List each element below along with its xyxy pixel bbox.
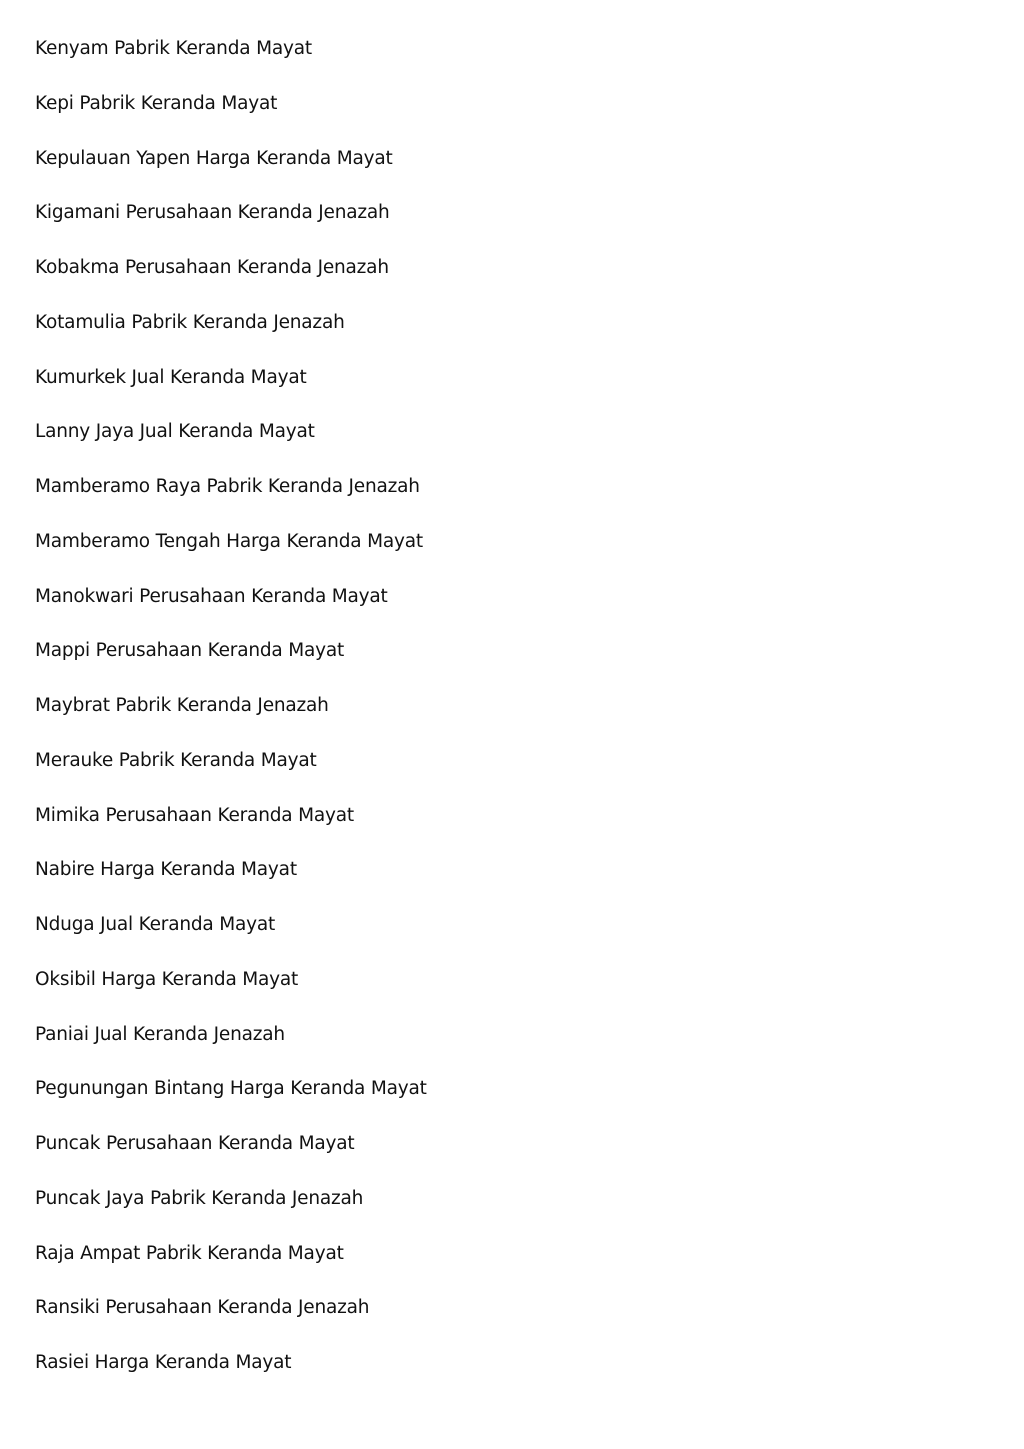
text-line: Rasiei Harga Keranda Mayat bbox=[35, 1352, 292, 1373]
text-line: Nduga Jual Keranda Mayat bbox=[35, 914, 276, 935]
text-line: Puncak Jaya Pabrik Keranda Jenazah bbox=[35, 1187, 364, 1209]
text-line: Mamberamo Raya Pabrik Keranda Jenazah bbox=[35, 476, 420, 497]
text-line: Oksibil Harga Keranda Mayat bbox=[35, 968, 299, 990]
text-line: Kigamani Perusahaan Keranda Jenazah bbox=[35, 202, 390, 224]
text-line: Paniai Jual Keranda Jenazah bbox=[35, 1023, 285, 1045]
text-line: Kumurkek Jual Keranda Mayat bbox=[35, 366, 307, 388]
text-line: Kepulauan Yapen Harga Keranda Mayat bbox=[35, 147, 393, 169]
text-line: Ransiki Perusahaan Keranda Jenazah bbox=[35, 1297, 370, 1319]
text-line: Puncak Perusahaan Keranda Mayat bbox=[35, 1133, 355, 1154]
text-line: Kobakma Perusahaan Keranda Jenazah bbox=[35, 257, 389, 278]
text-line: Kepi Pabrik Keranda Mayat bbox=[35, 92, 278, 114]
text-line: Raja Ampat Pabrik Keranda Mayat bbox=[35, 1242, 344, 1264]
text-line: Nabire Harga Keranda Mayat bbox=[35, 859, 297, 881]
text-line: Maybrat Pabrik Keranda Jenazah bbox=[35, 695, 329, 716]
text-line: Lanny Jaya Jual Keranda Mayat bbox=[35, 421, 315, 443]
text-line: Manokwari Perusahaan Keranda Mayat bbox=[35, 585, 388, 607]
text-line: Kenyam Pabrik Keranda Mayat bbox=[35, 38, 312, 59]
document-text-list bbox=[35, 35, 427, 1404]
text-line: Mamberamo Tengah Harga Keranda Mayat bbox=[35, 530, 423, 552]
text-line: Mimika Perusahaan Keranda Mayat bbox=[35, 804, 354, 826]
text-line: Mappi Perusahaan Keranda Mayat bbox=[35, 640, 345, 662]
text-line: Kotamulia Pabrik Keranda Jenazah bbox=[35, 311, 345, 333]
text-line: Pegunungan Bintang Harga Keranda Mayat bbox=[35, 1078, 427, 1100]
text-line: Merauke Pabrik Keranda Mayat bbox=[35, 749, 317, 771]
